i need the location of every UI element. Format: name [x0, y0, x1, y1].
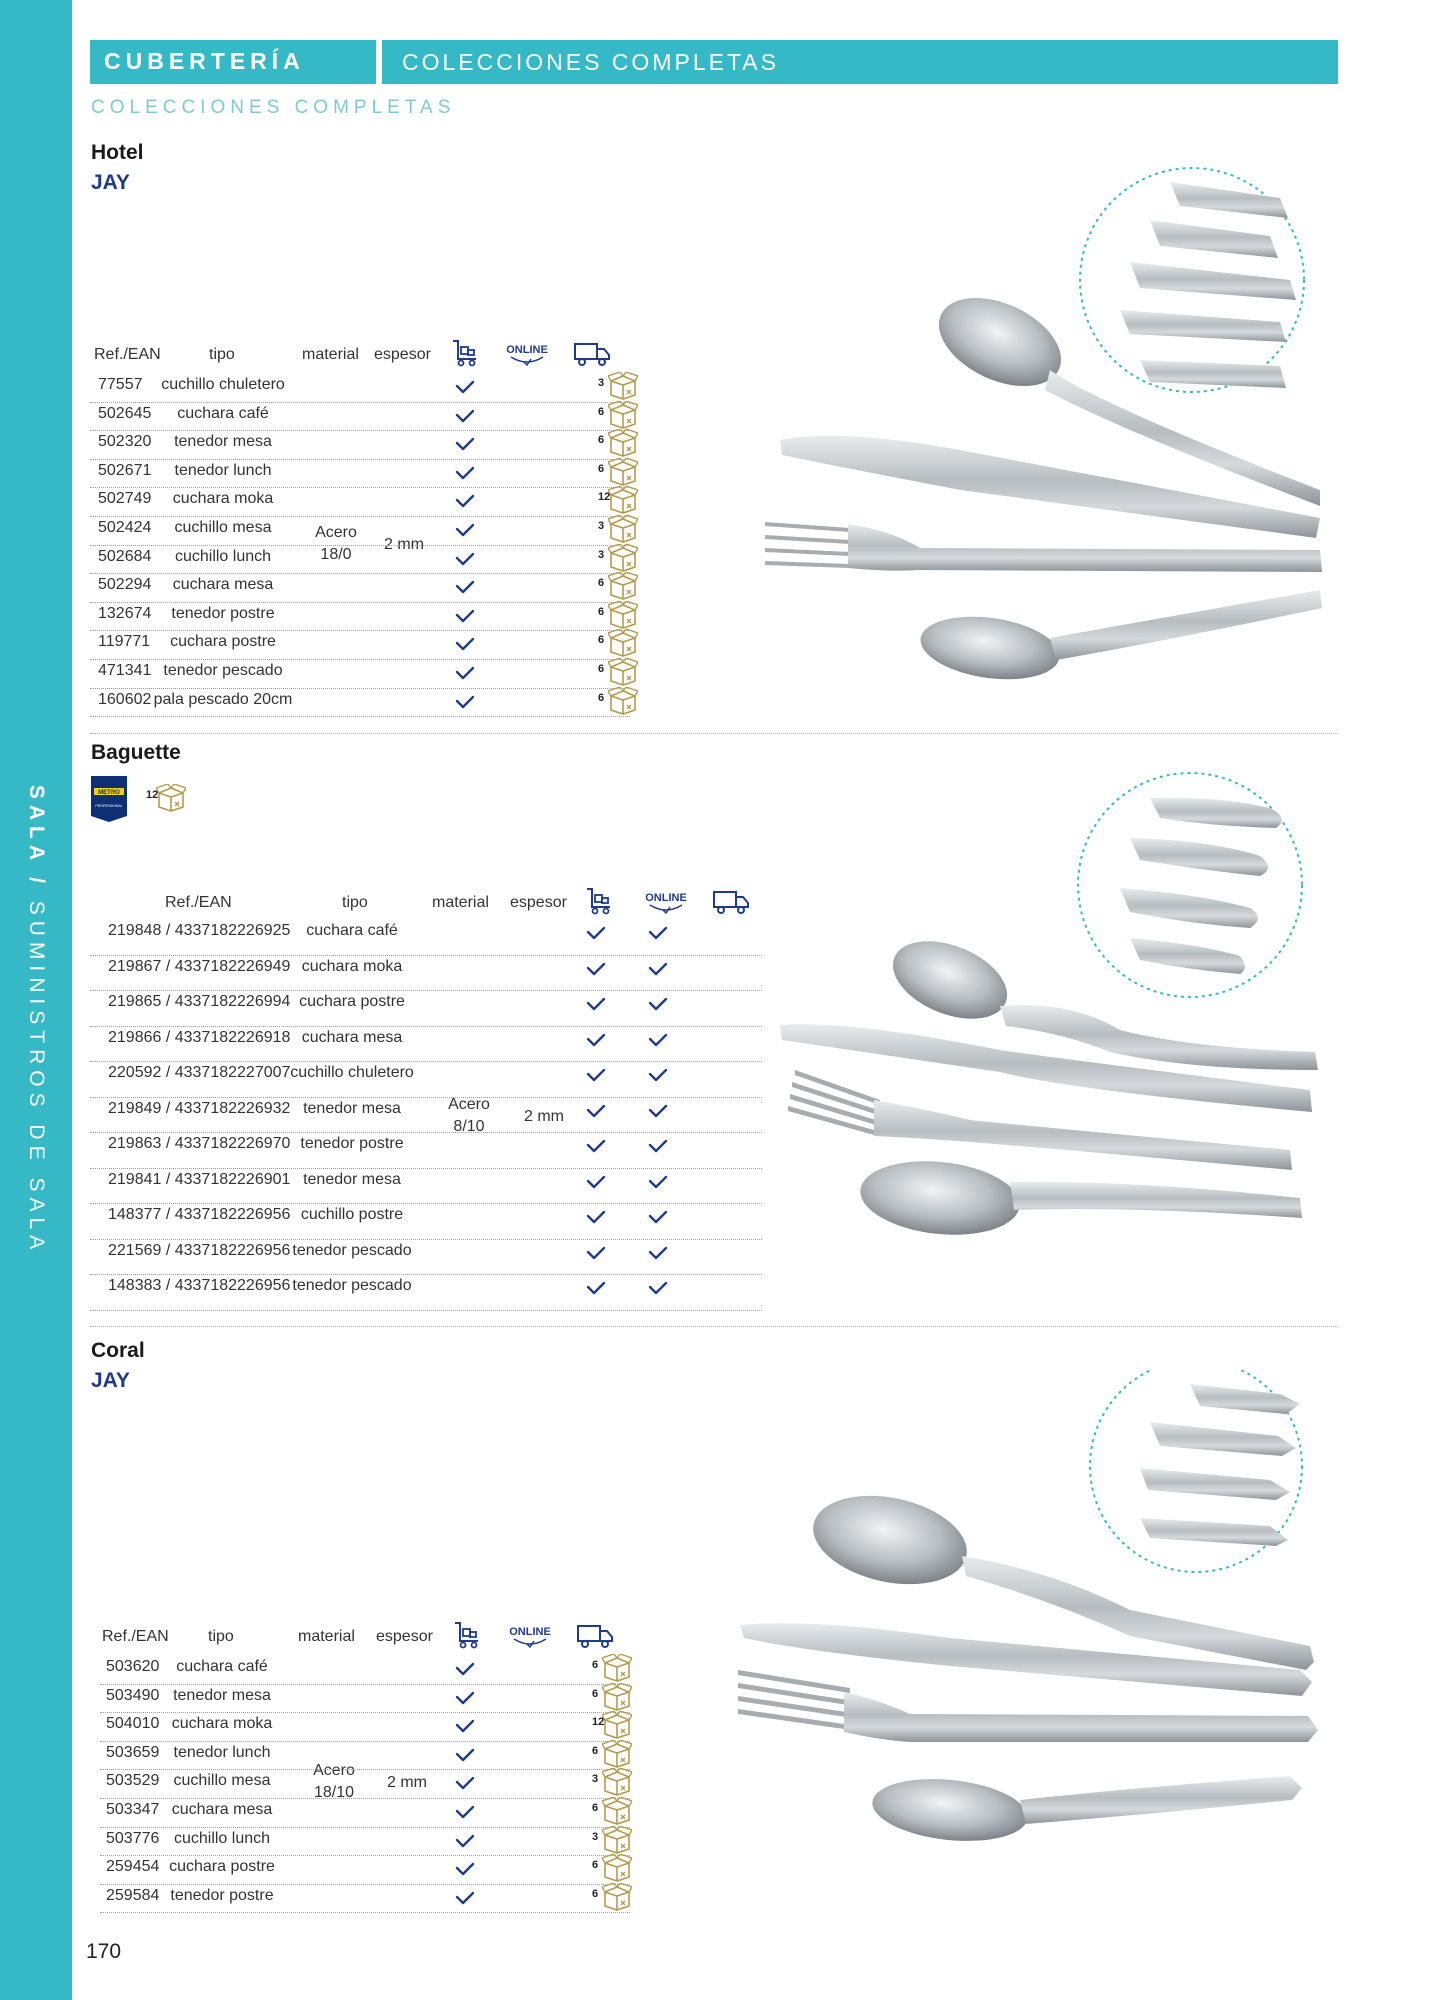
check-icon [455, 494, 475, 513]
svg-text:ONLINE: ONLINE [645, 892, 687, 904]
check-icon [455, 1748, 475, 1767]
baguette-material: Acero 8/10 [448, 1096, 490, 1135]
online-badge-icon [506, 1622, 554, 1655]
box-pack-icon: 3 [592, 1826, 632, 1852]
ref-cell: 148377 / 4337182226956 [108, 1206, 291, 1223]
check-icon [455, 637, 475, 656]
tipo-cell: cuchara mesa [172, 576, 274, 594]
check-icon [586, 1104, 606, 1123]
coral-cutlery-photo [730, 1370, 1330, 1890]
check-icon [586, 1033, 606, 1052]
check-icon [648, 1210, 668, 1229]
ref-cell: 219849 / 4337182226932 [108, 1099, 291, 1117]
online-badge-icon [642, 888, 690, 921]
table-row [100, 1685, 630, 1714]
table-row [90, 920, 762, 956]
check-icon [648, 1139, 668, 1158]
tipo-cell: tenedor pescado [292, 1277, 412, 1294]
tipo-cell: cuchillo postre [300, 1206, 404, 1223]
ref-cell: 219867 / 4337182226949 [108, 957, 291, 975]
check-icon [455, 1662, 475, 1681]
ref-cell: 503776 [106, 1829, 160, 1847]
coral-espesor: 2 mm [387, 1774, 427, 1791]
check-icon [455, 695, 475, 714]
box-pack-icon: 6 [598, 601, 638, 627]
baguette-table [90, 886, 762, 1316]
check-icon [455, 380, 475, 399]
baguette-cutlery-photo [770, 770, 1340, 1320]
table-row [90, 1098, 762, 1134]
table-row [90, 1133, 762, 1169]
check-icon [455, 580, 475, 599]
box-pack-icon: 3 [598, 544, 638, 570]
check-icon [648, 997, 668, 1016]
table-row [90, 403, 630, 432]
table-row [90, 631, 630, 660]
svg-text:PROFESSIONAL: PROFESSIONAL [95, 804, 123, 808]
tipo-cell: cuchara café [177, 404, 269, 422]
box-pack-icon: 6 [592, 1654, 632, 1680]
check-icon [648, 1281, 668, 1300]
ref-cell: 502749 [98, 490, 152, 508]
box-pack-icon: 12 [592, 1711, 632, 1737]
tipo-cell: cuchara moka [301, 957, 403, 975]
box-pack-icon: 6 [598, 458, 638, 484]
hotel-table [90, 338, 630, 718]
tipo-cell: cuchara mesa [301, 1028, 403, 1046]
check-icon [648, 1175, 668, 1194]
tipo-cell: tenedor postre [170, 1886, 274, 1904]
check-icon [455, 1805, 475, 1824]
box-pack-icon: 3 [592, 1768, 632, 1794]
check-icon [455, 552, 475, 571]
ref-cell: 502645 [98, 404, 152, 422]
table-row [90, 689, 630, 718]
col-material: material [302, 346, 359, 363]
shopping-trolley-icon [452, 1620, 482, 1655]
box-pack-icon: 6 [598, 687, 638, 713]
tipo-cell: cuchara café [176, 1658, 268, 1675]
ref-cell: 219848 / 4337182226925 [108, 922, 291, 939]
ref-cell: 504010 [106, 1715, 160, 1733]
tipo-cell: cuchara moka [171, 1715, 273, 1733]
hotel-cutlery-photo [760, 160, 1340, 720]
col-material: material [298, 1628, 355, 1645]
table-row [90, 1275, 762, 1311]
ref-cell: 220592 / 4337182227007 [108, 1064, 291, 1081]
box-pack-icon: 6 [592, 1683, 632, 1709]
separator [90, 1326, 1338, 1327]
metro-professional-logo [91, 776, 127, 822]
box-pack-icon: 6 [592, 1740, 632, 1766]
tipo-cell: tenedor postre [300, 1135, 404, 1152]
table-row [90, 1240, 762, 1276]
ref-cell: 259584 [106, 1886, 160, 1904]
tipo-cell: cuchara café [306, 922, 398, 939]
check-icon [455, 523, 475, 542]
table-row [90, 431, 630, 460]
check-icon [586, 1281, 606, 1300]
tipo-cell: cuchara postre [169, 1858, 275, 1876]
table-row [100, 1885, 630, 1914]
side-label: SALA / SUMINISTROS DE SALA [25, 784, 48, 1256]
table-row [90, 574, 630, 603]
box-pack-icon: 3 [598, 372, 638, 398]
ref-cell: 219863 / 4337182226970 [108, 1135, 291, 1152]
ref-cell: 503620 [106, 1658, 160, 1675]
tipo-cell: cuchillo mesa [174, 519, 272, 536]
tipo-cell: tenedor pescado [292, 1241, 412, 1259]
tipo-cell: tenedor pescado [163, 662, 283, 679]
table-row [100, 1799, 630, 1828]
hotel-title: Hotel [91, 141, 144, 164]
tipo-cell: cuchillo lunch [173, 1829, 271, 1847]
delivery-truck-icon [712, 888, 750, 921]
box-pack-icon: 6 [592, 1854, 632, 1880]
col-espesor: espesor [510, 894, 567, 911]
ref-cell: 502424 [98, 519, 152, 536]
baguette-espesor: 2 mm [524, 1108, 564, 1125]
check-icon [455, 666, 475, 685]
box-pack-icon: 3 [598, 515, 638, 541]
ref-cell: 503529 [106, 1772, 160, 1790]
table-row [90, 1204, 762, 1240]
ref-cell: 502684 [98, 547, 152, 565]
box-pack-icon: 6 [592, 1797, 632, 1823]
check-icon [455, 609, 475, 628]
col-tipo: tipo [208, 1628, 234, 1645]
check-icon [455, 1719, 475, 1738]
coral-title: Coral [91, 1339, 145, 1362]
col-tipo: tipo [342, 894, 368, 911]
svg-text:METRO: METRO [98, 790, 120, 796]
table-row [90, 1169, 762, 1205]
ref-cell: 148383 / 4337182226956 [108, 1277, 291, 1294]
box-pack-icon: 6 [598, 658, 638, 684]
col-tipo: tipo [209, 346, 235, 363]
table-row [100, 1770, 630, 1799]
shopping-trolley-icon [450, 338, 480, 373]
table-row [90, 460, 630, 489]
tipo-cell: pala pescado 20cm [153, 690, 293, 708]
col-espesor: espesor [376, 1628, 433, 1645]
tipo-cell: tenedor lunch [173, 1743, 271, 1761]
page-number: 170 [86, 1940, 122, 1963]
ref-cell: 219866 / 4337182226918 [108, 1028, 291, 1046]
check-icon [648, 1068, 668, 1087]
tipo-cell: tenedor mesa [173, 1686, 271, 1704]
tipo-cell: tenedor mesa [174, 433, 272, 451]
check-icon [455, 466, 475, 485]
check-icon [648, 1104, 668, 1123]
table-row [90, 517, 630, 546]
check-icon [455, 1834, 475, 1853]
table-row [100, 1856, 630, 1885]
svg-text:ONLINE: ONLINE [509, 1626, 551, 1638]
tipo-cell: tenedor mesa [303, 1170, 401, 1188]
table-row [90, 603, 630, 632]
hotel-brand: JAY [91, 171, 130, 194]
check-icon [586, 1246, 606, 1265]
check-icon [455, 1862, 475, 1881]
check-icon [586, 997, 606, 1016]
col-ref: Ref./EAN [102, 1628, 169, 1645]
check-icon [648, 1033, 668, 1052]
tipo-cell: tenedor mesa [303, 1099, 401, 1117]
tipo-cell: cuchillo mesa [173, 1772, 271, 1790]
ref-cell: 503347 [106, 1801, 160, 1818]
table-row [90, 660, 630, 689]
table-row [90, 991, 762, 1027]
check-icon [586, 1139, 606, 1158]
tipo-cell: cuchillo chuletero [290, 1064, 414, 1081]
check-icon [586, 926, 606, 945]
tipo-cell: cuchara postre [170, 633, 276, 651]
check-icon [648, 962, 668, 981]
header-category: CUBERTERÍA [104, 48, 305, 74]
coral-table [100, 1620, 660, 1920]
tipo-cell: cuchara moka [172, 490, 274, 508]
tipo-cell: tenedor lunch [174, 461, 272, 479]
ref-cell: 77557 [98, 376, 143, 393]
table-row [90, 1062, 762, 1098]
ref-cell: 502671 [98, 461, 152, 479]
ref-cell: 502294 [98, 576, 152, 594]
table-row [100, 1656, 630, 1685]
baguette-title: Baguette [91, 741, 181, 764]
box-pack-icon: 6 [598, 401, 638, 427]
ref-cell: 471341 [98, 662, 152, 679]
ref-cell: 160602 [98, 690, 152, 708]
check-icon [455, 1776, 475, 1795]
box-pack-icon: 6 [598, 629, 638, 655]
ref-cell: 132674 [98, 604, 152, 622]
ref-cell: 119771 [98, 633, 151, 651]
svg-text:ONLINE: ONLINE [506, 344, 548, 356]
hotel-material: Acero 18/0 [315, 524, 357, 563]
ref-cell: 221569 / 4337182226956 [108, 1241, 291, 1259]
ref-cell: 219841 / 4337182226901 [108, 1170, 291, 1188]
col-ref: Ref./EAN [94, 346, 161, 363]
table-row [100, 1828, 630, 1857]
header-section: COLECCIONES COMPLETAS [402, 49, 779, 75]
ref-cell: 503490 [106, 1686, 160, 1704]
check-icon [648, 1246, 668, 1265]
coral-material: Acero 18/10 [313, 1762, 355, 1801]
ref-cell: 259454 [106, 1858, 160, 1876]
box-pack-icon: 12 [146, 784, 186, 810]
table-row [90, 1027, 762, 1063]
tipo-cell: cuchara postre [299, 993, 405, 1010]
check-icon [586, 1175, 606, 1194]
check-icon [455, 1691, 475, 1710]
check-icon [455, 1891, 475, 1910]
col-espesor: espesor [374, 346, 431, 363]
box-pack-icon: 6 [592, 1883, 632, 1909]
online-badge-icon [503, 340, 551, 373]
separator [90, 733, 1338, 734]
delivery-truck-icon [573, 340, 611, 373]
ref-cell: 219865 / 4337182226994 [108, 993, 291, 1010]
check-icon [455, 409, 475, 428]
header-bar [90, 40, 1338, 84]
ref-cell: 502320 [98, 433, 152, 451]
coral-brand: JAY [91, 1369, 130, 1392]
check-icon [586, 1068, 606, 1087]
delivery-truck-icon [576, 1622, 614, 1655]
check-icon [648, 926, 668, 945]
check-icon [586, 1210, 606, 1229]
header-divider [376, 40, 382, 84]
box-pack-icon: 12 [598, 486, 638, 512]
check-icon [586, 962, 606, 981]
table-row [90, 956, 762, 992]
tipo-cell: cuchillo chuletero [161, 376, 285, 393]
hotel-espesor: 2 mm [384, 536, 424, 553]
col-material: material [432, 894, 489, 911]
col-ref: Ref./EAN [165, 894, 232, 911]
table-row [100, 1713, 630, 1742]
subheading: COLECCIONES COMPLETAS [91, 97, 456, 118]
ref-cell: 503659 [106, 1743, 160, 1761]
table-row [90, 374, 630, 403]
shopping-trolley-icon [584, 886, 614, 921]
box-pack-icon: 6 [598, 572, 638, 598]
tipo-cell: cuchara mesa [171, 1801, 273, 1818]
table-row [90, 546, 630, 575]
box-pack-icon: 6 [598, 429, 638, 455]
tipo-cell: tenedor postre [171, 604, 275, 622]
check-icon [455, 437, 475, 456]
table-row [100, 1742, 630, 1771]
tipo-cell: cuchillo lunch [174, 547, 272, 565]
table-row [90, 488, 630, 517]
